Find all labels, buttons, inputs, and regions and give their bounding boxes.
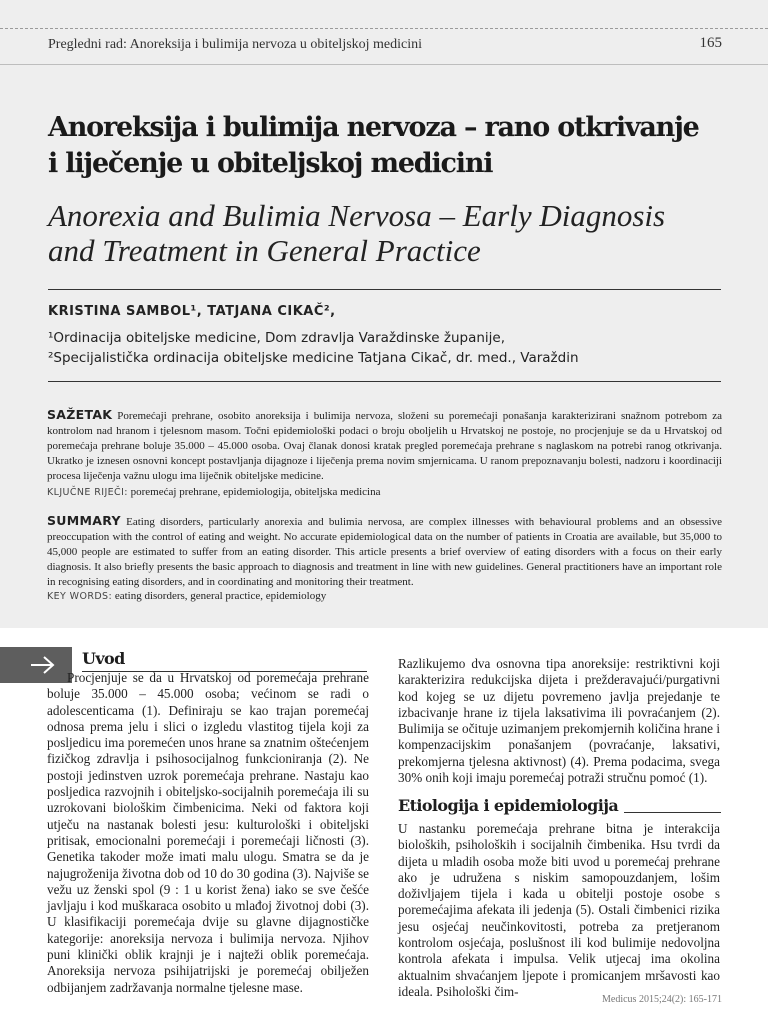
keywords-english: [47, 590, 326, 602]
top-dashed-line: [0, 28, 768, 29]
title-croatian-line1: Anoreksija i bulimija nervoza – rano otkrivanje: [48, 112, 699, 143]
affiliation-2: ²Specijalistička ordinacija obiteljske medicine Tatjana Cikač, dr. med., Varaždin: [48, 350, 579, 366]
journal-citation: Medicus 2015;24(2): 165-171: [602, 994, 722, 1005]
right-column-top: [398, 656, 720, 786]
page-number: 165: [699, 35, 722, 51]
running-title: Pregledni rad: Anoreksija i bulimija nervoza u obiteljskoj medicini: [48, 37, 423, 52]
right-column-bottom: [398, 821, 720, 1000]
abstract-croatian: [47, 407, 722, 484]
etiology-paragraph: U nastanku poremećaja prehrane bitna je interakcija bioloških, psiholoških i socijalnih čimbenika. Hsu tvrdi da dijeta u mladih osoba može biti uvod u poremećaj prehrane ako je udružena s niskim samopouzdanjem, lošim doživljajem tijela i kada u obitelji postoje osobe s poremećajima afekata ili jedenja (5). Ostali čimbenici rizika jesu osjećaj neučinkovitosti, potreba za pretjeranom kontrolom osjećaja, poslušnost ili kod bulimije nedovoljna kontrola afekata i impulsa. Velik utjecaj ima okolina aktualnim shvaćanjem ljepote i promicanjem mršavosti kao ideala. Psihološki čim-: [398, 821, 720, 999]
keywords-croatian-label: KLJUČNE RIJEČI:: [47, 487, 128, 498]
keywords-english-label: KEY WORDS:: [47, 591, 113, 602]
abstract-english-label: SUMMARY: [47, 513, 121, 528]
section-heading-etiology: Etiologija i epidemiologija: [398, 796, 624, 815]
title-english: [48, 198, 738, 268]
anorexia-types-paragraph: Razlikujemo dva osnovna tipa anoreksije: restriktivni koji karakterizira redukcijska dijeta i prežderavajući/purgativni kod kojeg se uz dijetu povremeno javlja prejedanje te izbacivanje hrane iz tijela laksativima ili povraćanjem (2). Bulimija se očituje uzimanjem prekomjernih količina hrane i kompenzacijskim ponašanjem (povraćanje, laksativi, prekomjerna tjelesna aktivnost) (4). Prema podacima, svega 30% onih koji imaju poremećaj potraži stručnu pomoć (1).: [398, 656, 720, 786]
abstract-croatian-label: SAŽETAK: [47, 407, 113, 422]
authors-rule-bottom: [48, 381, 721, 382]
header-divider: [0, 64, 768, 65]
section-heading-intro: Uvod: [82, 649, 131, 668]
title-english-line2: and Treatment in General Practice: [48, 233, 481, 268]
title-croatian-line2: i liječenje u obiteljskoj medicini: [48, 148, 493, 179]
abstract-croatian-text: Poremećaji prehrane, osobito anoreksija i bulimija nervoza, složeni su poremećaji ponašanja karakterizirani snažnom potrebom za kontrolom nad hranom i tjelesnom masom. Točni epidemiološki podaci o broju oboljelih u Hrvatskoj ne postoje, no procjenjuje se da u Hrvatskoj od poremećaja prehrane boluje 35.000 – 45.000 osoba. Ovaj članak donosi kratak pregled poremećaja prehrane s naglaskom na potrebi ranog otkrivanja. Ukratko je iznesen osnovni koncept postavljanja dijagnoze i liječenja prema novim smjernicama. U ranom prepoznavanju bolesti, nadzoru i koordinaciji procesa liječenja važnu ulogu ima liječnik obiteljske medicine.: [47, 410, 722, 482]
authors-rule-top: [48, 289, 721, 290]
keywords-croatian-text: poremećaj prehrane, epidemiologija, obiteljska medicina: [127, 486, 381, 498]
keywords-english-text: eating disorders, general practice, epidemiology: [112, 590, 327, 602]
abstract-english-text: Eating disorders, particularly anorexia and bulimia nervosa, are complex illnesses with behavioural problems and an obsessive preoccupation with the control of eating and weight. No accurate epidemiological data on the number of patients in Croatia are available, but 35,000 to 45,000 people are estimated to suffer from an eating disorder. This article presents a brief overview of eating disorders with a focus on their early diagnosis. It also briefly presents the basic approach to diagnosis and treatment in line with new guidelines. General practitioners have an important role in recognising eating disorders, and in coordinating and monitoring their treatment.: [47, 516, 722, 588]
affiliation-1: ¹Ordinacija obiteljske medicine, Dom zdravlja Varaždinske županije,: [48, 330, 506, 346]
keywords-croatian: [47, 486, 381, 498]
intro-paragraph: Procjenjuje se da u Hrvatskoj od poremećaja prehrane boluje 35.000 – 45.000 osoba; većinom se radi o adolescenticama (1). Definiraju se kao trajan poremećaj odnosa prema jelu i slici o izgledu vlastitog tijela koji za posljedicu ima poremećen unos hrane sa znatnim oštećenjem fizičkog zdravlja i psihosocijalnog funkcioniranja (2). Ne postoji jedinstven uzrok poremećaja prehrane. Nastaju kao posljedica razvojnih i obiteljsko-socijalnih poremećaja ili su uzrokovani biološkim čimbenicima. Neki od faktora koji utječu na nastanak bolesti jesu: kulturološki i obiteljski pritisak, emocionalni poremećaji i poremećaji ličnosti (3). Genetika takoder može imati malu ulogu. Smatra se da je najugroženija životna dob od 10 do 30 godina (3). Najviše se vežu uz ženski spol (9 : 1 u korist žena) iako se sve češće javljaju i kod muškaraca osobito u mlađoj životnoj dobi (3). U klasifikaciji poremećaja dvije su glavne dijagnostičke kategorije: anoreksija nervoza i bulimija nervoza. Njihov puni klinički oblik krajnji je i najteži oblik poremećaja. Anoreksija nervoza psihijatrijski je poremećaj obilježen odbijanjem zadržavanja normalne tjelesne mase.: [47, 670, 369, 995]
intro-column: [47, 670, 369, 996]
title-english-line1: Anorexia and Bulimia Nervosa – Early Diagnosis: [48, 198, 666, 233]
authors: KRISTINA SAMBOL¹, TATJANA CIKAČ²,: [48, 304, 336, 319]
abstract-english: [47, 513, 722, 590]
title-croatian: [48, 110, 718, 182]
